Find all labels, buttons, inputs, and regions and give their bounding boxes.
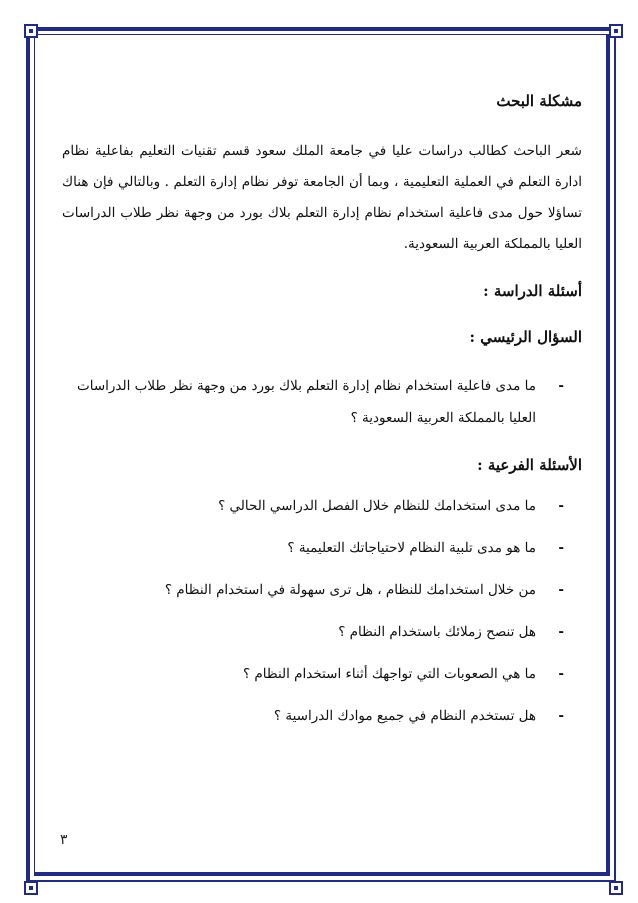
list-item <box>62 496 582 538</box>
problem-paragraph: شعر الباحث كطالب دراسات عليا في جامعة الملك سعود قسم تقنيات التعليم بفاعلية نظام ادارة التعلم في العملية التعليمية ، وبما أن الجامعة توفر نظام إدارة التعلم . وبالتالي فإن هناك تساؤلا حول مدى فاعلية استخدام نظام إدارة التعلم بلاك بورد من وجهة نظر طلاب الدراسات العليا بالمملكة العربية السعودية. <box>62 143 582 252</box>
border-corner-ornament <box>24 24 38 38</box>
sub-questions-heading: الأسئلة الفرعية : <box>477 456 582 474</box>
list-item <box>62 664 582 706</box>
sub-questions-list <box>62 496 582 748</box>
sub-question-text: من خلال استخدامك للنظام ، هل ترى سهولة في استخدام النظام ؟ <box>164 582 536 598</box>
bullet-dash: - <box>558 498 564 514</box>
section-title: مشكلة البحث <box>496 92 582 110</box>
border-corner-ornament <box>24 881 38 895</box>
study-questions-heading: أسئلة الدراسة : <box>483 282 582 300</box>
sub-question-text: ما هو مدى تلبية النظام لاحتياجاتك التعليمية ؟ <box>287 540 536 556</box>
bullet-dash: - <box>558 624 564 640</box>
sub-question-text: ما مدى استخدامك للنظام خلال الفصل الدراسي الحالي ؟ <box>218 498 536 514</box>
document-body <box>62 86 582 748</box>
main-question-text: ما مدى فاعلية استخدام نظام إدارة التعلم بلاك بورد من وجهة نظر طلاب الدراسات العليا بالمملكة العربية السعودية ؟ <box>77 378 536 426</box>
border-corner-ornament <box>609 24 623 38</box>
bullet-dash: - <box>558 582 564 598</box>
bullet-dash: - <box>558 666 564 682</box>
list-item <box>62 538 582 580</box>
page-number: ٣ <box>60 832 68 848</box>
border-corner-ornament <box>609 881 623 895</box>
main-question <box>62 370 564 434</box>
bullet-dash: - <box>558 540 564 556</box>
sub-question-text: هل تنصح زملائك باستخدام النظام ؟ <box>338 624 536 640</box>
list-item <box>62 706 582 748</box>
main-question-heading: السؤال الرئيسي : <box>469 328 582 346</box>
bullet-dash: - <box>558 378 564 394</box>
bullet-dash: - <box>558 708 564 724</box>
list-item <box>62 622 582 664</box>
sub-question-text: هل تستخدم النظام في جميع موادك الدراسية ؟ <box>273 708 536 724</box>
sub-question-text: ما هي الصعوبات التي تواجهك أثناء استخدام النظام ؟ <box>242 666 536 682</box>
list-item <box>62 580 582 622</box>
